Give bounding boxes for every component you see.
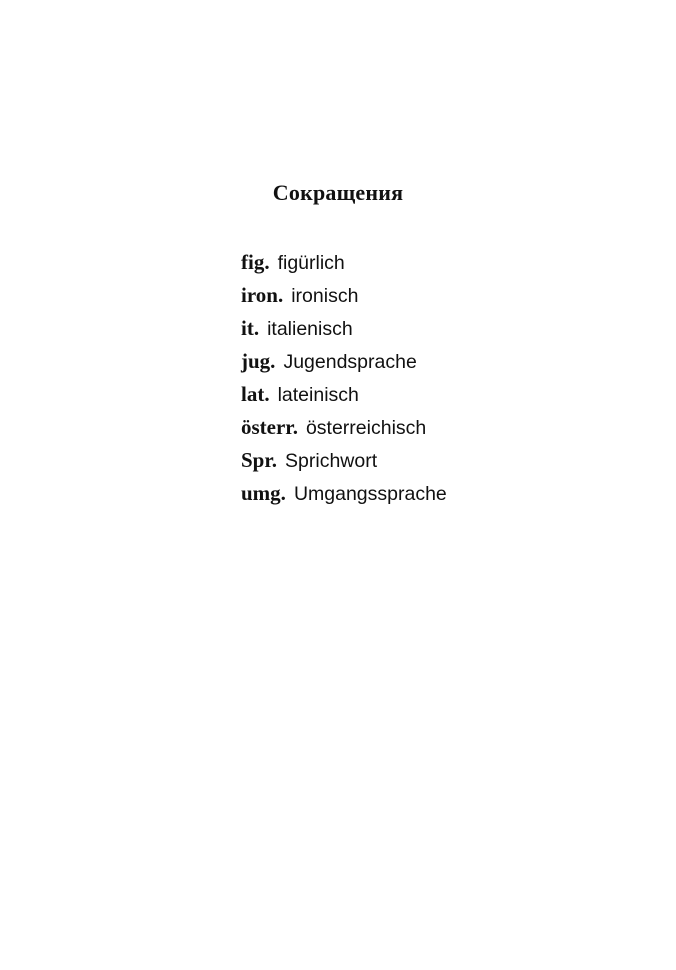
abbreviation-term: jug. (241, 349, 276, 373)
list-item (241, 479, 447, 512)
abbreviation-meaning: Jugendsprache (283, 351, 417, 373)
list-item (241, 281, 447, 314)
list-item (241, 347, 447, 380)
list-item (241, 314, 447, 347)
abbreviation-meaning: italienisch (267, 318, 353, 340)
abbreviation-term: lat. (241, 382, 270, 406)
list-item (241, 380, 447, 413)
list-item (241, 413, 447, 446)
abbreviation-meaning: Umgangssprache (293, 483, 447, 505)
abbreviation-meaning: ironisch (291, 285, 359, 307)
abbreviation-list (241, 248, 447, 512)
abbreviation-term: Spr. (241, 448, 278, 472)
page-title: Сокращения (272, 180, 404, 205)
abbreviation-meaning: österreichisch (305, 417, 427, 439)
abbreviation-term: iron. (241, 283, 284, 307)
abbreviation-term: it. (241, 316, 260, 340)
list-item (241, 248, 447, 281)
abbreviation-meaning: figürlich (277, 252, 345, 274)
abbreviation-term: umg. (241, 481, 286, 505)
list-item (241, 446, 447, 479)
abbreviation-meaning: Sprichwort (285, 450, 378, 472)
abbreviation-meaning: lateinisch (277, 384, 359, 406)
abbreviation-term: österr. (241, 415, 298, 439)
abbreviation-term: fig. (241, 250, 270, 274)
